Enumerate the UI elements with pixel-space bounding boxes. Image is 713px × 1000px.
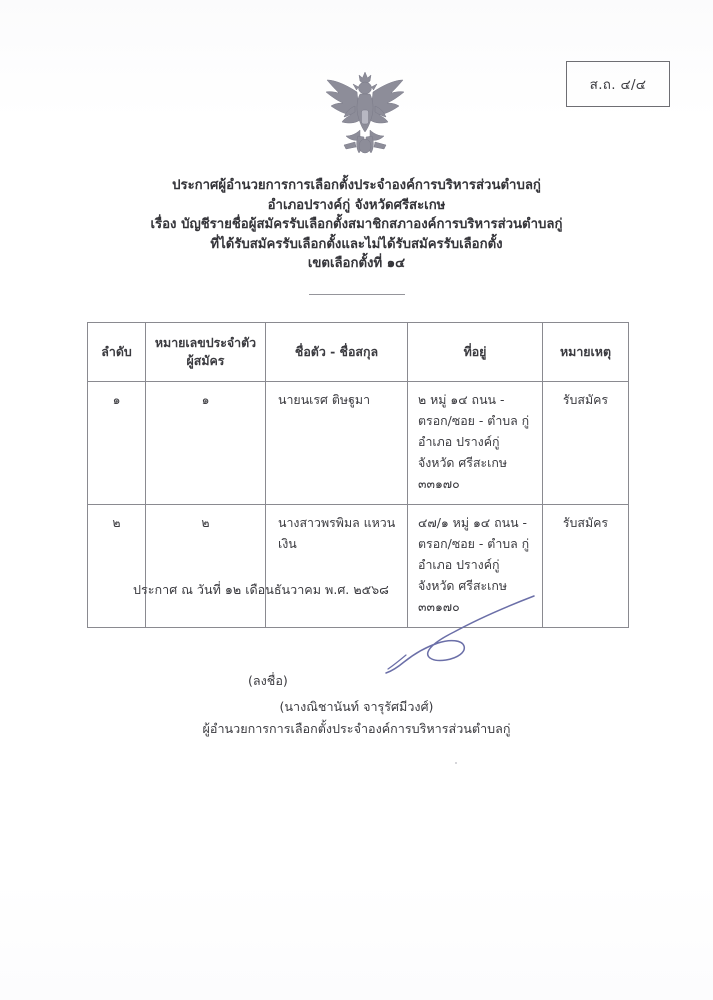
heading-divider	[309, 294, 405, 295]
cell-name: นายนเรศ ติษฐูมา	[266, 382, 408, 505]
heading-line-1: ประกาศผู้อำนวยการการเลือกตั้งประจำองค์การบริหารส่วนตำบลกู่	[172, 178, 541, 193]
signatory-title: ผู้อำนวยการการเลือกตั้งประจำองค์การบริหารส่วนตำบลกู่	[202, 721, 511, 736]
column-header-candidate-number-line1: หมายเลขประจำตัว	[154, 335, 257, 350]
scan-speck	[455, 762, 457, 764]
column-header-candidate-number	[146, 323, 266, 382]
heading-line-4: ที่ได้รับสมัครรับเลือกตั้งและไม่ได้รับสมัครรับเลือกตั้ง	[210, 236, 503, 252]
cell-address: ๒ หมู่ ๑๔ ถนน - ตรอก/ซอย - ตำบล กู่ อำเภอ ปรางค์กู่ จังหวัด ศรีสะเกษ ๓๓๑๗๐	[408, 382, 543, 505]
cell-name: นางสาวพรพิมล แหวนเงิน	[266, 505, 408, 628]
form-code-text: ส.ถ. ๔/๔	[589, 77, 647, 93]
announcement-date: ประกาศ ณ วันที่ ๑๒ เดือนธันวาคม พ.ศ. ๒๕๖๘	[133, 582, 389, 597]
heading-line-5: เขตเลือกตั้งที่ ๑๔	[307, 256, 406, 271]
table-header-row	[88, 323, 629, 382]
signature-label: (ลงชื่อ)	[248, 673, 288, 688]
column-header-remark: หมายเหตุ	[543, 323, 629, 382]
column-header-name: ชื่อตัว - ชื่อสกุล	[266, 323, 408, 382]
cell-address: ๔๗/๑ หมู่ ๑๔ ถนน - ตรอก/ซอย - ตำบล กู่ อำเภอ ปรางค์กู่ จังหวัด ศรีสะเกษ ๓๓๑๗๐	[408, 505, 543, 628]
cell-candidate-number: ๒	[146, 505, 266, 628]
heading-line-3: เรื่อง บัญชีรายชื่อผู้สมัครรับเลือกตั้งสมาชิกสภาองค์การบริหารส่วนตำบลกู่	[150, 217, 563, 232]
signatory-name: (นางณิชานันท์ จารุรัศมีวงศ์)	[279, 699, 434, 714]
cell-remark: รับสมัคร	[543, 382, 629, 505]
column-header-seq: ลำดับ	[88, 323, 146, 382]
heading-line-2: อำเภอปรางค์กู่ จังหวัดศรีสะเกษ	[267, 197, 446, 213]
cell-remark: รับสมัคร	[543, 505, 629, 628]
cell-candidate-number: ๑	[146, 382, 266, 505]
column-header-candidate-number-line2: ผู้สมัคร	[186, 353, 225, 368]
column-header-address: ที่อยู่	[408, 323, 543, 382]
garuda-emblem	[322, 66, 408, 158]
form-code-box	[566, 61, 670, 107]
table-row	[88, 382, 629, 505]
table-row	[88, 505, 629, 628]
cell-seq: ๒	[88, 505, 146, 628]
page-title	[0, 176, 713, 274]
cell-seq: ๑	[88, 382, 146, 505]
